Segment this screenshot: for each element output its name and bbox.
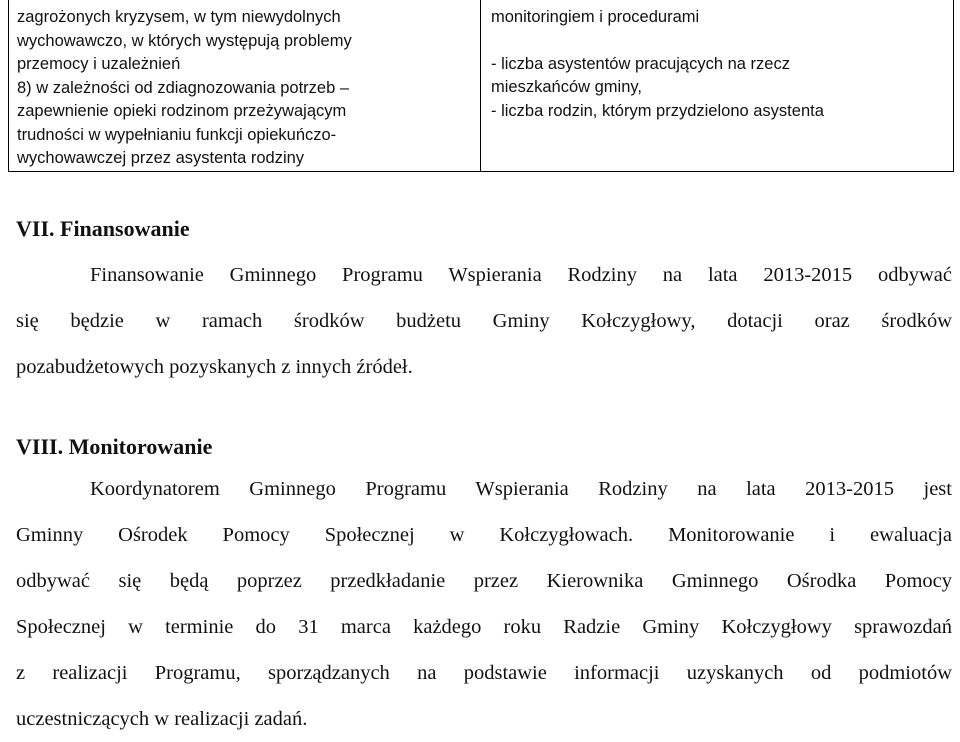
table-text-line: trudności w wypełnianiu funkcji opiekuńczo- bbox=[17, 125, 337, 144]
table-text-line: 8) w zależności od zdiagnozowania potrzeb – bbox=[17, 78, 350, 97]
paragraph-line: z realizacji Programu, sporządzanych na podstawie informacji uzyskanych od podmiotów bbox=[16, 662, 952, 684]
table-text-line: monitoringiem i procedurami bbox=[491, 8, 700, 26]
table-text-line: mieszkańców gminy, bbox=[491, 78, 642, 96]
table-cell-indicators bbox=[481, 0, 953, 171]
paragraph-line: się będzie w ramach środków budżetu Gminy Kołczygłowy, dotacji oraz środków bbox=[16, 310, 952, 332]
table-text-line: wychowawczo, w których występują problemy bbox=[17, 31, 352, 50]
paragraph-line: Finansowanie Gminnego Programu Wspierania Rodziny na lata 2013-2015 odbywać bbox=[90, 264, 952, 286]
table-text-line: - liczba rodzin, którym przydzielono asystenta bbox=[491, 101, 824, 120]
table-text-line: - liczba asystentów pracujących na rzecz bbox=[491, 54, 790, 73]
table-text-line: przemocy i uzależnień bbox=[17, 55, 181, 73]
paragraph-line: Gminny Ośrodek Pomocy Społecznej w Kołczygłowach. Monitorowanie i ewaluacja bbox=[16, 524, 952, 546]
paragraph-financing bbox=[16, 252, 952, 390]
paragraph-line: odbywać się będą poprzez przedkładanie przez Kierownika Gminnego Ośrodka Pomocy bbox=[16, 570, 952, 592]
table-fragment bbox=[8, 0, 954, 172]
paragraph-line: uczestniczących w realizacji zadań. bbox=[16, 708, 308, 730]
table-cell-tasks bbox=[9, 0, 481, 171]
paragraph-line: Społecznej w terminie do 31 marca każdego roku Radzie Gminy Kołczygłowy sprawozdań bbox=[16, 616, 952, 638]
section-heading-financing: VII. Finansowanie bbox=[16, 216, 190, 241]
paragraph-line: pozabudżetowych pozyskanych z innych źródeł. bbox=[16, 356, 413, 378]
table-text-line: zagrożonych kryzysem, w tym niewydolnych bbox=[17, 8, 341, 26]
paragraph-monitoring bbox=[16, 466, 952, 742]
table-text-line: zapewnienie opieki rodzinom przeżywającym bbox=[17, 102, 347, 120]
section-heading-monitoring: VIII. Monitorowanie bbox=[16, 434, 213, 459]
paragraph-line: Koordynatorem Gminnego Programu Wspierania Rodziny na lata 2013-2015 jest bbox=[90, 478, 952, 500]
table-spacer bbox=[491, 30, 943, 53]
table-text-line: wychowawczej przez asystenta rodziny bbox=[17, 149, 305, 167]
